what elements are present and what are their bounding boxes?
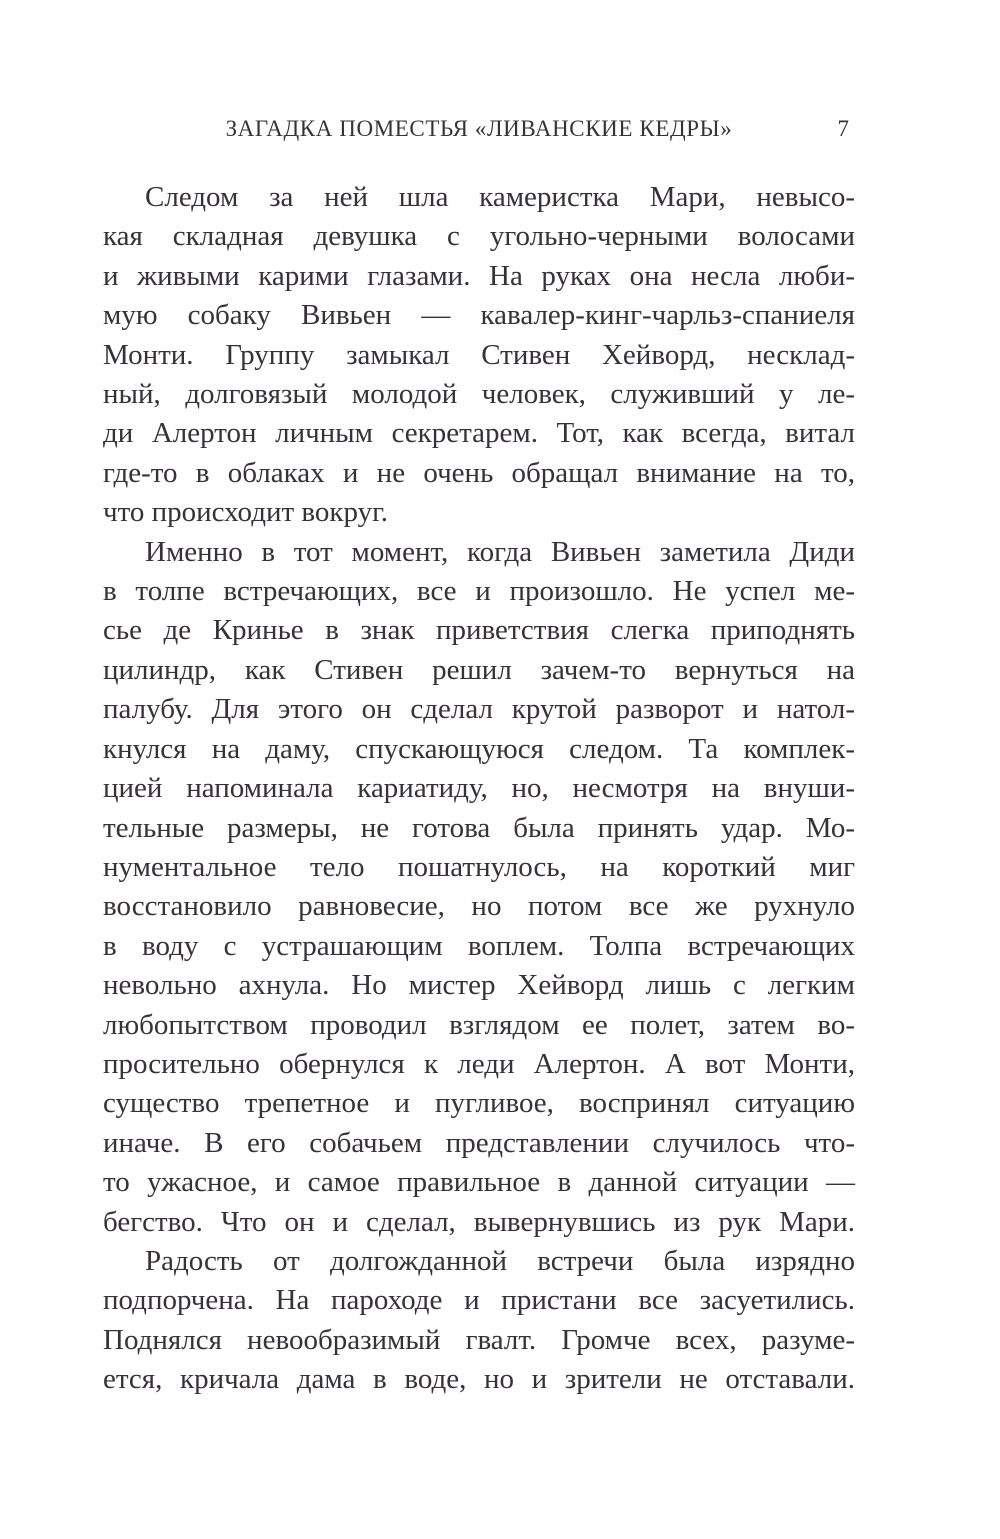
- text-line: где-то в облаках и не очень обращал внимание на то,: [103, 456, 855, 489]
- text-line: просительно обернулся к леди Алертон. А вот Монти,: [103, 1047, 855, 1080]
- text-line: Монти. Группу замыкал Стивен Хейворд, несклад-: [103, 338, 855, 371]
- text-line: тельные размеры, не готова была принять удар. Мо-: [103, 811, 855, 844]
- body-text: [103, 178, 855, 1400]
- text-line: цилиндр, как Стивен решил зачем-то вернуться на: [103, 653, 855, 686]
- text-line: мую собаку Вивьен — кавалер-кинг-чарльз-спаниеля: [103, 299, 855, 332]
- text-line: восстановило равновесие, но потом все же рухнуло: [103, 890, 855, 923]
- text-line: цией напоминала кариатиду, но, несмотря на внуши-: [103, 772, 855, 805]
- running-title: ЗАГАДКА ПОМЕСТЬЯ «ЛИВАНСКИЕ КЕДРЫ»: [225, 116, 733, 141]
- text-line: существо трепетное и пугливое, воспринял ситуацию: [103, 1087, 855, 1120]
- text-line: любопытством проводил взглядом ее полет, затем во-: [103, 1008, 855, 1041]
- text-line: и живыми карими глазами. На руках она несла люби-: [103, 259, 855, 292]
- text-line: невольно ахнула. Но мистер Хейворд лишь с легким: [103, 969, 855, 1002]
- running-header: [103, 116, 855, 146]
- paragraph: [103, 178, 855, 533]
- paragraph: [103, 533, 855, 1242]
- text-line: Радость от долгожданной встречи была изрядно: [145, 1244, 855, 1277]
- text-line: ди Алертон личным секретарем. Тот, как всегда, витал: [103, 417, 855, 450]
- paragraph: [103, 1242, 855, 1400]
- text-line: палубу. Для этого он сделал крутой разворот и натол-: [103, 693, 855, 726]
- text-line: Следом за ней шла камеристка Мари, невысо-: [145, 181, 855, 213]
- text-line: что происходит вокруг.: [103, 496, 388, 529]
- text-line: Именно в тот момент, когда Вивьен заметила Диди: [145, 535, 855, 568]
- text-line: кнулся на даму, спускающуюся следом. Та комплек-: [103, 732, 855, 765]
- text-line: в воду с устрашающим воплем. Толпа встречающих: [103, 929, 855, 962]
- text-line: ется, кричала дама в воде, но и зрители не отставали.: [103, 1363, 855, 1396]
- text-line: нументальное тело пошатнулось, на короткий миг: [103, 850, 855, 883]
- text-line: ный, долговязый молодой человек, служивший у ле-: [103, 378, 855, 411]
- text-line: в толпе встречающих, все и произошло. Не успел ме-: [103, 575, 855, 608]
- page-number: 7: [837, 116, 849, 141]
- text-line: Поднялся невообразимый гвалт. Громче всех, разуме-: [103, 1323, 855, 1356]
- text-line: сье де Кринье в знак приветствия слегка приподнять: [103, 614, 855, 647]
- text-line: то ужасное, и самое правильное в данной ситуации —: [103, 1166, 855, 1199]
- text-line: иначе. В его собачьем представлении случилось что-: [103, 1126, 855, 1159]
- text-line: бегство. Что он и сделал, вывернувшись из рук Мари.: [103, 1205, 855, 1238]
- text-line: кая складная девушка с угольно-черными волосами: [103, 220, 855, 253]
- text-line: подпорчена. На пароходе и пристани все засуетились.: [103, 1284, 855, 1317]
